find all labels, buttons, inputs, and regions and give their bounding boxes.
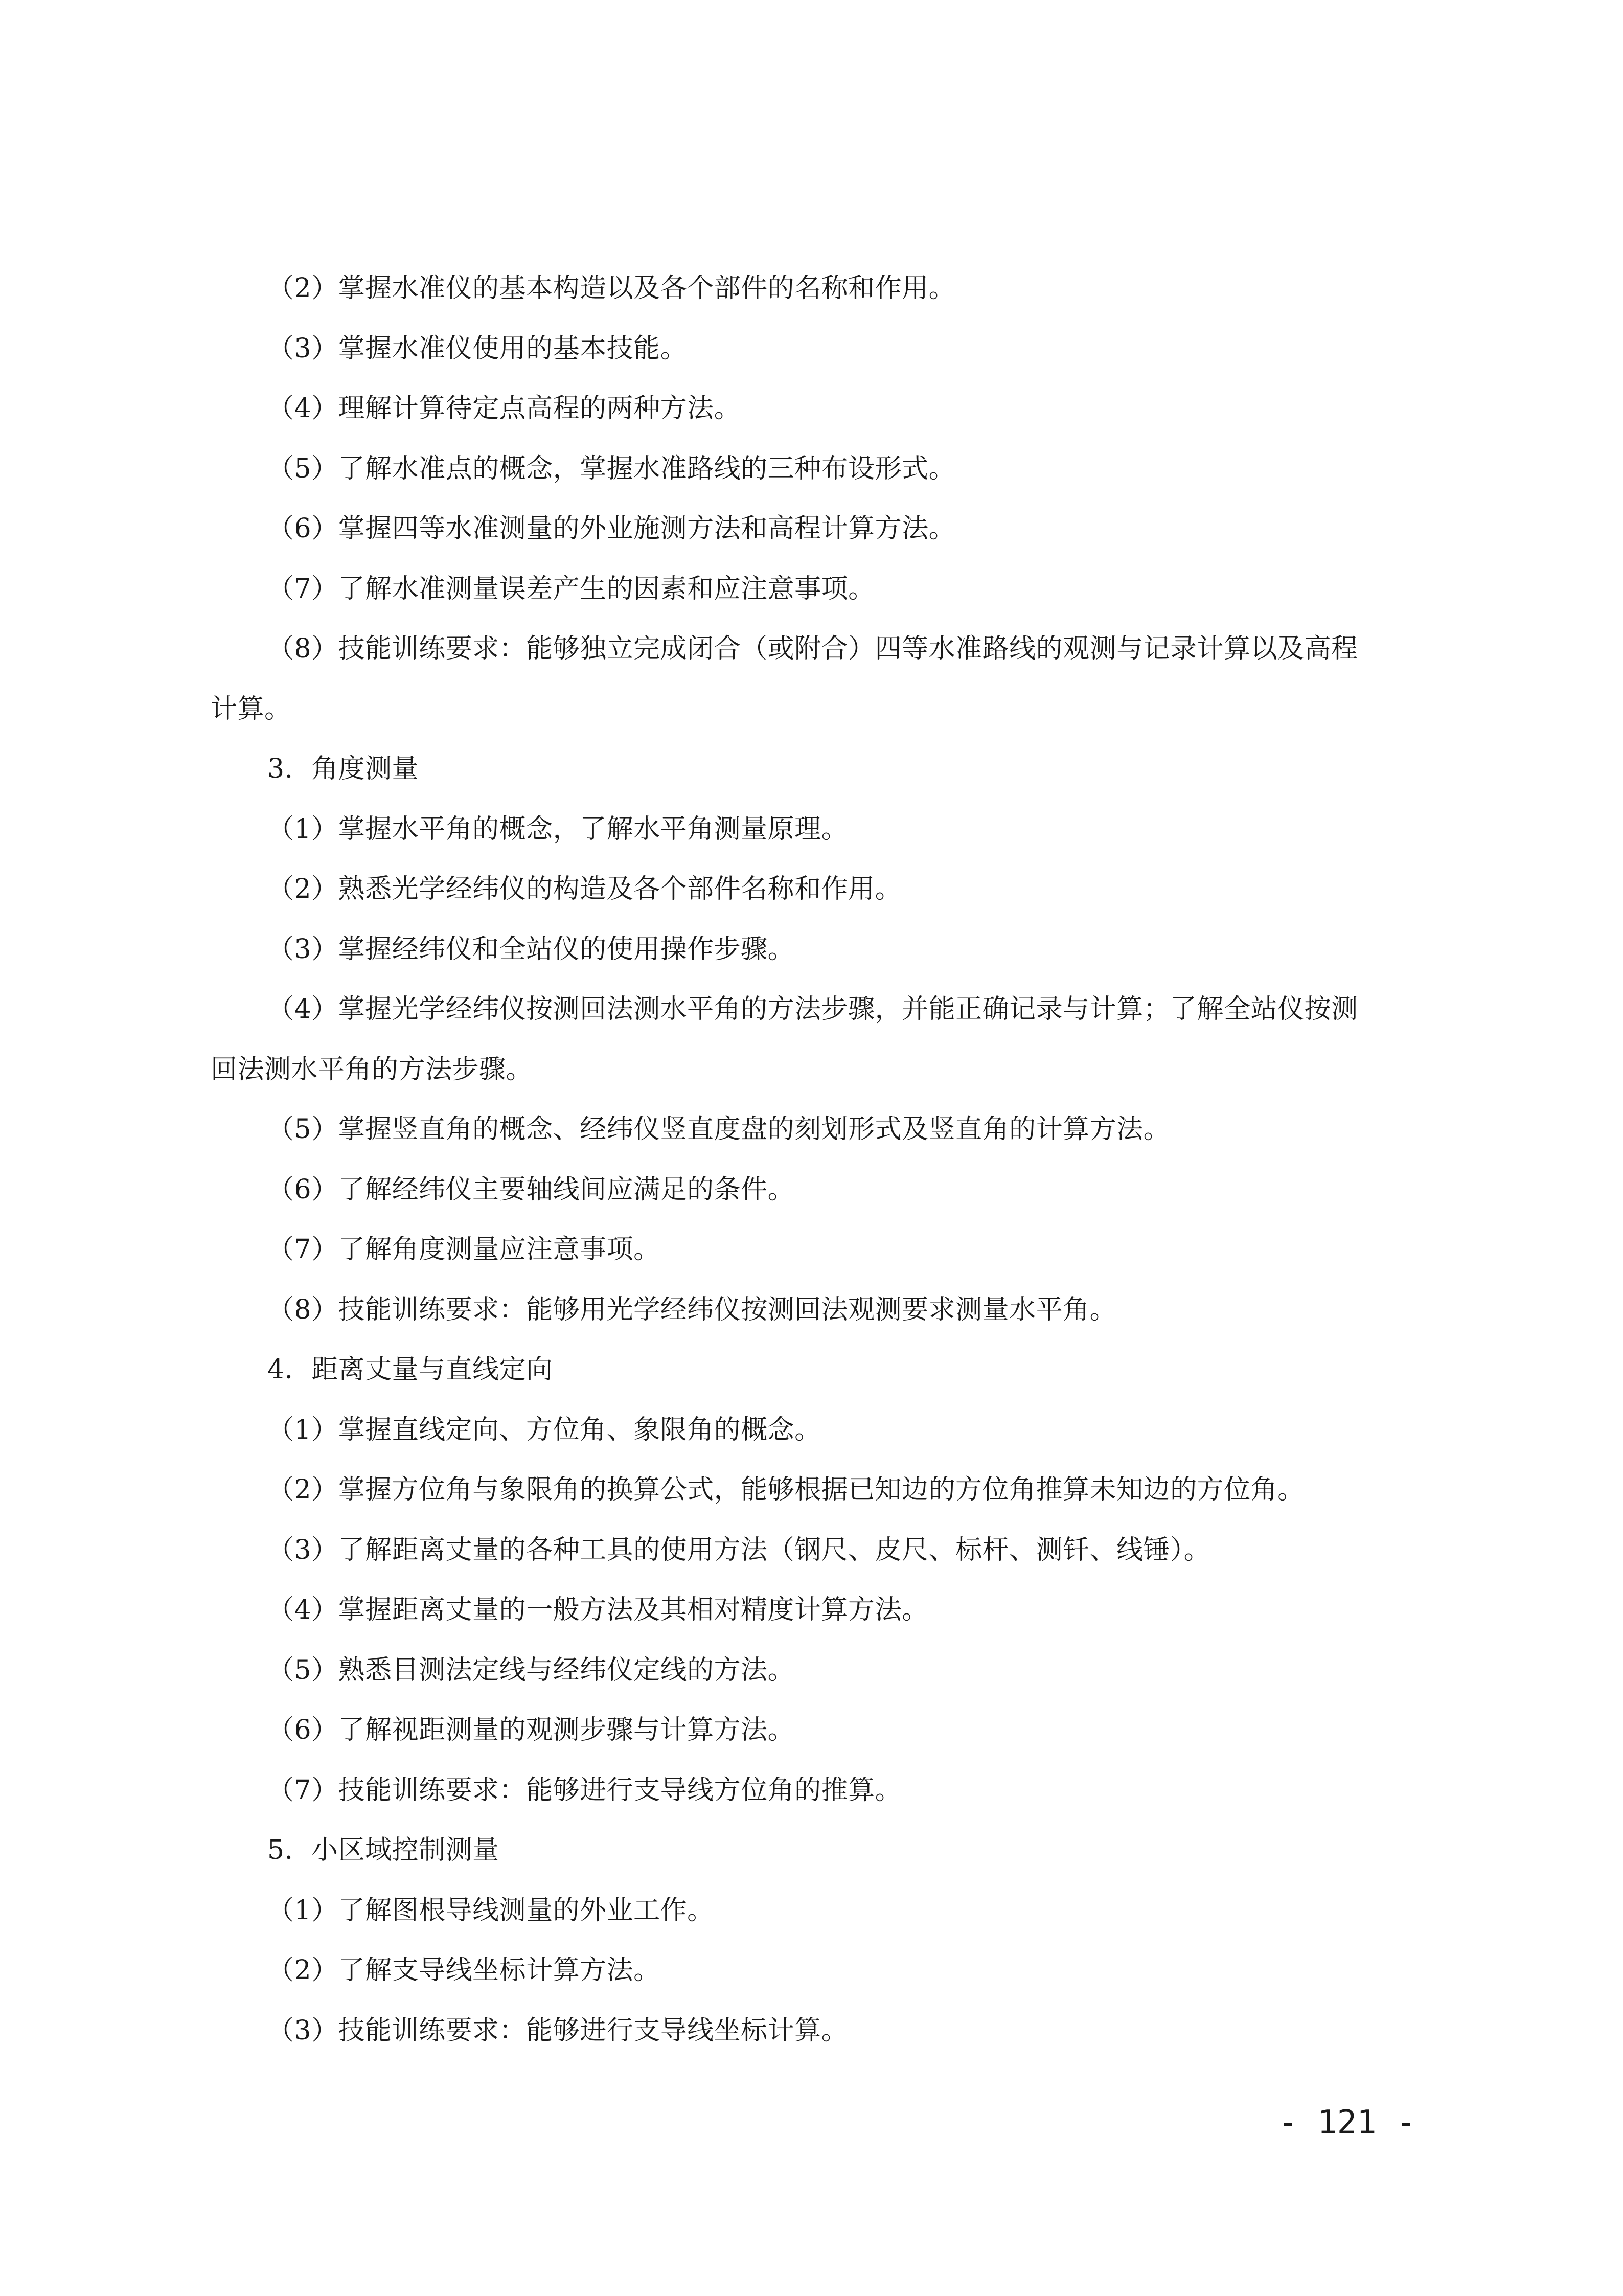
- text-line: （6）了解经纬仪主要轴线间应满足的条件。: [267, 1174, 795, 1205]
- text-line: （6）掌握四等水准测量的外业施测方法和高程计算方法。: [267, 513, 956, 544]
- text-line: （3）技能训练要求：能够进行支导线坐标计算。: [267, 2015, 849, 2046]
- text-line: （7）技能训练要求：能够进行支导线方位角的推算。: [267, 1775, 902, 1806]
- text-line: （5）掌握竖直角的概念、经纬仪竖直度盘的刻划形式及竖直角的计算方法。: [267, 1114, 1171, 1145]
- text-line: （6）了解视距测量的观测步骤与计算方法。: [267, 1715, 795, 1745]
- text-line: （1）掌握直线定向、方位角、象限角的概念。: [267, 1414, 821, 1445]
- text-line: （2）熟悉光学经纬仪的构造及各个部件名称和作用。: [267, 874, 902, 904]
- text-line: （5）熟悉目测法定线与经纬仪定线的方法。: [267, 1654, 795, 1686]
- text-line: 3．角度测量: [267, 754, 419, 784]
- text-line: （1）掌握水平角的概念，了解水平角测量原理。: [267, 813, 849, 845]
- text-line: （2）了解支导线坐标计算方法。: [267, 1955, 660, 1986]
- text-line: 回法测水平角的方法步骤。: [211, 1054, 533, 1085]
- text-line: （8）技能训练要求：能够用光学经纬仪按测回法观测要求测量水平角。: [267, 1294, 1117, 1325]
- text-line: （2）掌握方位角与象限角的换算公式，能够根据已知边的方位角推算未知边的方位角。: [267, 1474, 1305, 1505]
- text-line: （8）技能训练要求：能够独立完成闭合（或附合）四等水准路线的观测与记录计算以及高程: [267, 633, 1358, 664]
- text-line: （7）了解角度测量应注意事项。: [267, 1234, 660, 1265]
- text-line: （1）了解图根导线测量的外业工作。: [267, 1895, 714, 1926]
- text-line: （4）理解计算待定点高程的两种方法。: [267, 393, 741, 424]
- body-text: [211, 259, 1421, 2061]
- text-line: （3）掌握经纬仪和全站仪的使用操作步骤。: [267, 934, 795, 965]
- text-line: 4．距离丈量与直线定向: [267, 1354, 553, 1385]
- text-line: （7）了解水准测量误差产生的因素和应注意事项。: [267, 573, 875, 604]
- text-line: （3）掌握水准仪使用的基本技能。: [267, 333, 688, 364]
- text-line: （3）了解距离丈量的各种工具的使用方法（钢尺、皮尺、标杆、测钎、线锤）。: [267, 1534, 1211, 1565]
- text-line: 计算。: [211, 693, 291, 724]
- page-number: - 121 -: [1278, 2104, 1416, 2142]
- text-line: （2）掌握水准仪的基本构造以及各个部件的名称和作用。: [267, 273, 956, 304]
- text-line: 5．小区域控制测量: [267, 1835, 499, 1866]
- text-line: （4）掌握光学经纬仪按测回法测水平角的方法步骤，并能正确记录与计算；了解全站仪按测: [267, 994, 1358, 1025]
- text-line: （4）掌握距离丈量的一般方法及其相对精度计算方法。: [267, 1595, 929, 1625]
- text-line: （5）了解水准点的概念，掌握水准路线的三种布设形式。: [267, 453, 956, 484]
